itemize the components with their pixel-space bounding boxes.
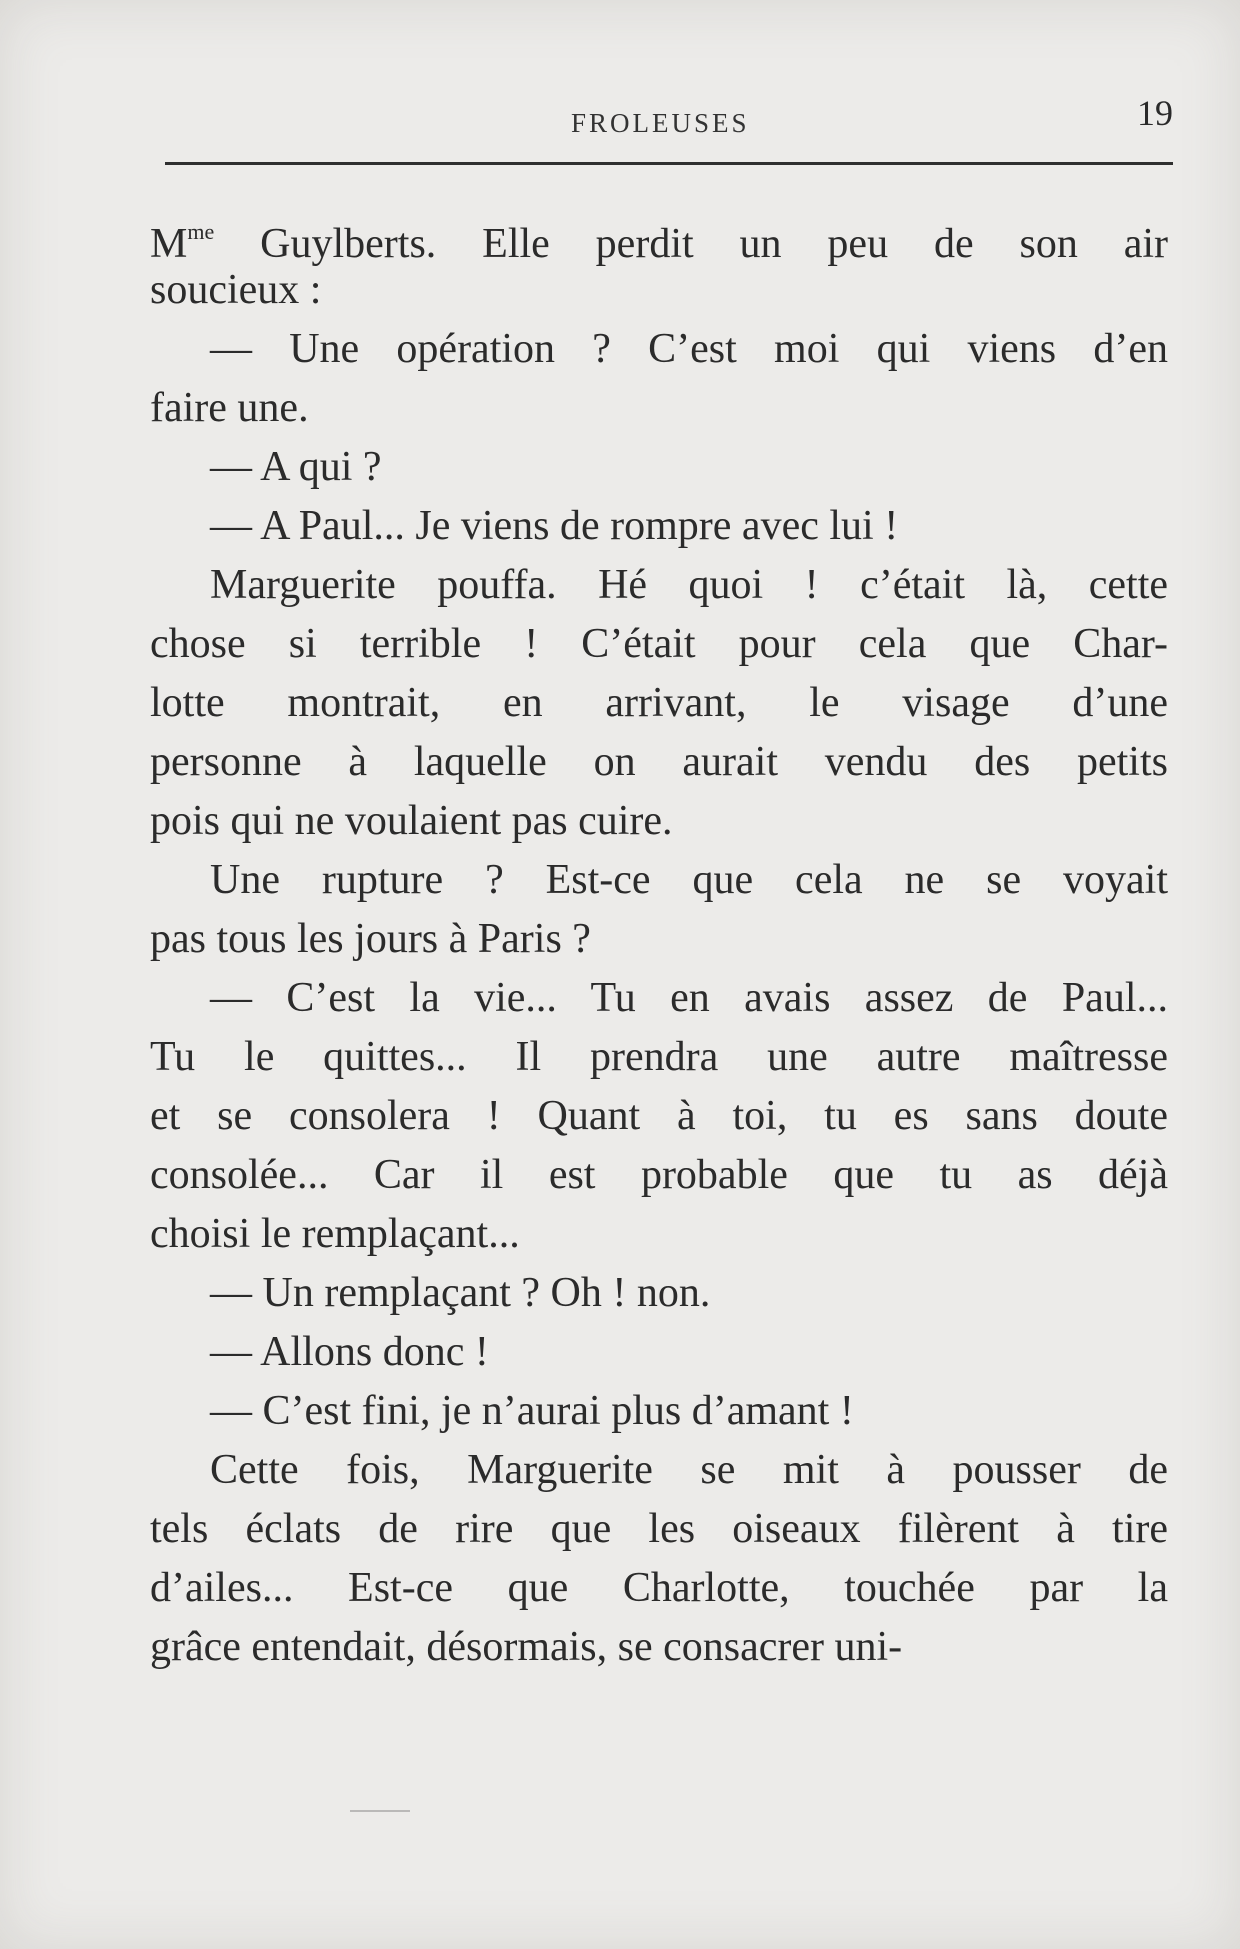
- line-text: personne à laquelle on aurait vendu des petits: [150, 739, 1168, 785]
- page-mark: [350, 1810, 410, 1812]
- line-text: — C’est la vie... Tu en avais assez de Paul...: [210, 975, 1168, 1021]
- text-line: [150, 792, 1168, 851]
- text-line: [150, 556, 1168, 615]
- text-line: [150, 1264, 1168, 1323]
- text-line: [150, 1559, 1168, 1618]
- text-line: [150, 1382, 1168, 1441]
- line-text: lotte montrait, en arrivant, le visage d’une: [150, 680, 1168, 726]
- line-text: tels éclats de rire que les oiseaux filèrent à tire: [150, 1506, 1168, 1552]
- line-text: grâce entendait, désormais, se consacrer uni-: [150, 1624, 903, 1670]
- text-line: [150, 438, 1168, 497]
- line-text: — Un remplaçant ? Oh ! non.: [210, 1270, 711, 1316]
- text-line: [150, 320, 1168, 379]
- line-text: consolée... Car il est probable que tu as déjà: [150, 1152, 1168, 1198]
- text-line: [150, 1441, 1168, 1500]
- line-text: Tu le quittes... Il prendra une autre maîtresse: [150, 1034, 1168, 1080]
- text-line: [150, 615, 1168, 674]
- line-text: chose si terrible ! C’était pour cela que Char-: [150, 621, 1168, 667]
- line-text: — A qui ?: [210, 444, 382, 490]
- line-text: Une rupture ? Est-ce que cela ne se voyait: [210, 857, 1168, 903]
- line-text: — C’est fini, je n’aurai plus d’amant !: [210, 1388, 854, 1434]
- honorific: M: [150, 221, 188, 267]
- text-line: [150, 1618, 1168, 1677]
- text-line: [150, 202, 1169, 267]
- line-text: Guylberts. Elle perdit un peu de son air: [260, 221, 1169, 267]
- text-line: [150, 851, 1168, 910]
- header-rule: [165, 162, 1173, 165]
- page-header: [163, 92, 1173, 142]
- text-line: [150, 1146, 1168, 1205]
- text-line: [150, 1087, 1168, 1146]
- line-text: Cette fois, Marguerite se mit à pousser de: [210, 1447, 1168, 1493]
- running-title: FROLEUSES: [571, 108, 750, 138]
- body-text: [150, 202, 1168, 1677]
- text-line: [150, 1323, 1168, 1382]
- line-text: pois qui ne voulaient pas cuire.: [150, 798, 673, 844]
- text-line: [150, 969, 1168, 1028]
- line-text: faire une.: [150, 385, 309, 431]
- text-line: [150, 497, 1168, 556]
- text-line: [150, 261, 1168, 320]
- line-text: d’ailes... Est-ce que Charlotte, touchée par la: [150, 1565, 1168, 1611]
- line-text: choisi le remplaçant...: [150, 1211, 520, 1257]
- line-text: — Allons donc !: [210, 1329, 489, 1375]
- text-line: [150, 379, 1168, 438]
- text-line: [150, 910, 1168, 969]
- honorific-superscript: me: [187, 219, 215, 244]
- line-text: — A Paul... Je viens de rompre avec lui !: [210, 503, 899, 549]
- text-line: [150, 733, 1168, 792]
- text-line: [150, 1028, 1168, 1087]
- line-text: et se consolera ! Quant à toi, tu es sans doute: [150, 1093, 1168, 1139]
- page-number: 19: [1137, 93, 1173, 133]
- text-line: [150, 674, 1168, 733]
- line-text: — Une opération ? C’est moi qui viens d’en: [210, 326, 1168, 372]
- line-text: pas tous les jours à Paris ?: [150, 916, 591, 962]
- text-line: [150, 1500, 1168, 1559]
- line-text: Marguerite pouffa. Hé quoi ! c’était là, cette: [210, 562, 1168, 608]
- line-text: soucieux :: [150, 267, 322, 313]
- text-line: [150, 1205, 1168, 1264]
